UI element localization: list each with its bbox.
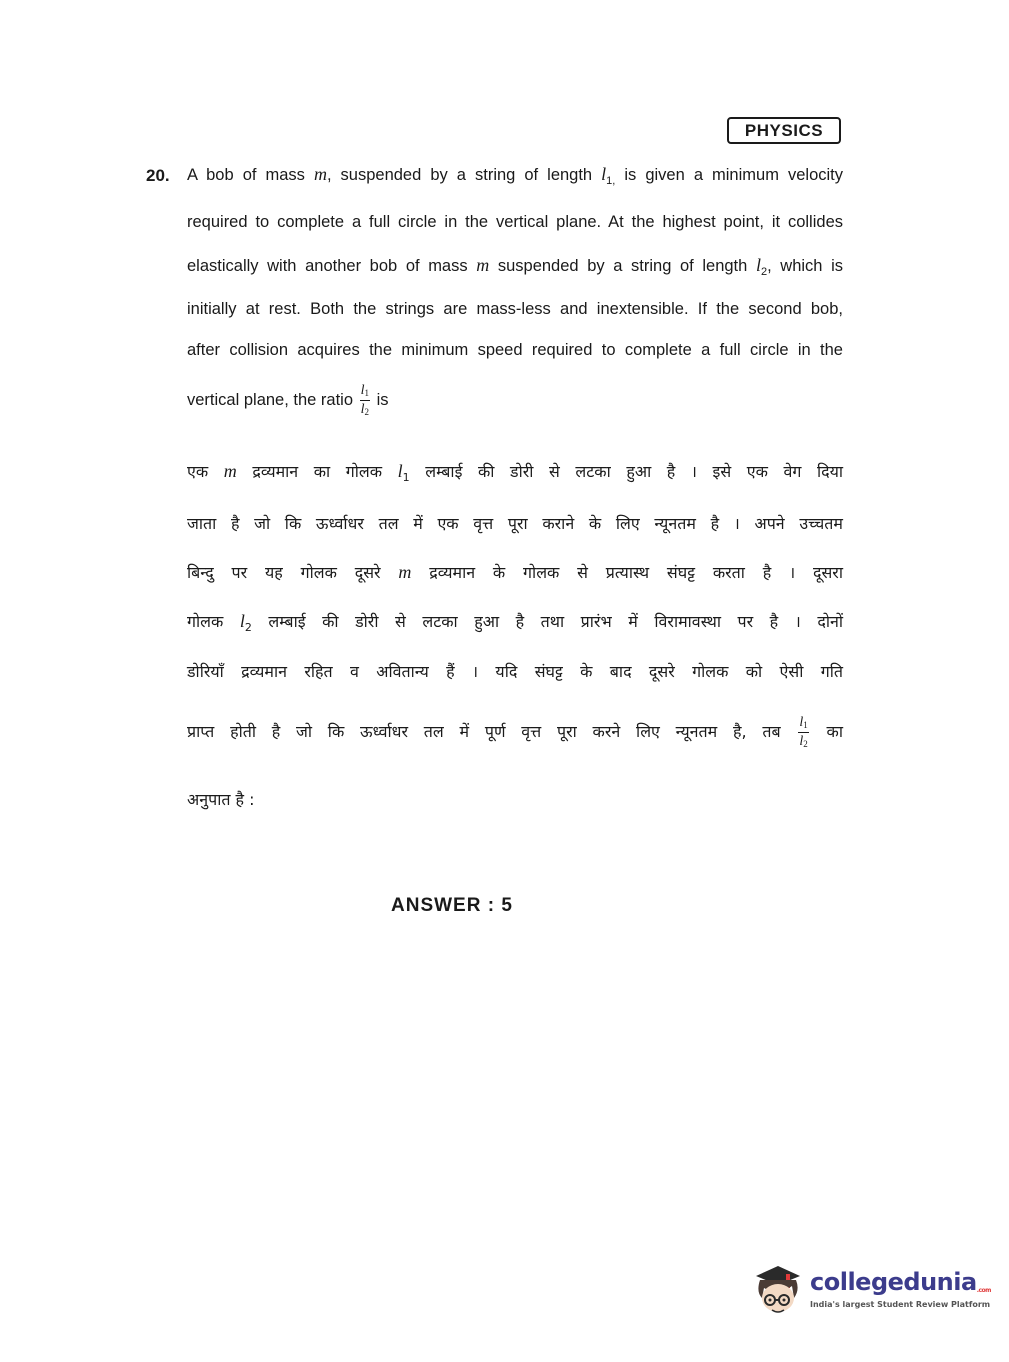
hindi-line-2: जाता है जो कि ऊर्ध्वाधर तल में एक वृत्त पूरा कराने के लिए न्यूनतम है । अपने उच्चतम bbox=[187, 514, 843, 533]
question-number: 20. bbox=[146, 166, 170, 185]
hindi-line-3: बिन्दु पर यह गोलक दूसरे m द्रव्यमान के गोलक से प्रत्यास्थ संघट्ट करता है । दूसरा bbox=[187, 562, 843, 582]
subject-label: PHYSICS bbox=[727, 117, 841, 144]
question-line-6: vertical plane, the ratio $\frac{l_1}{l_2}$ is bbox=[187, 383, 389, 417]
logo-tagline: India's largest Student Review Platform bbox=[810, 1299, 991, 1309]
ratio-fraction-hindi: $\frac{l_1}{l_2}$ bbox=[799, 715, 808, 749]
ratio-fraction: $\frac{l_1}{l_2}$ bbox=[360, 383, 369, 417]
question-line-2: required to complete a full circle in the vertical plane. At the highest point, it collides bbox=[187, 213, 843, 231]
mascot-icon bbox=[750, 1258, 806, 1320]
question-line-1: A bob of mass m, suspended by a string of length $l_{1,}$ is given a minimum velocity bbox=[187, 164, 843, 187]
answer-text: ANSWER : 5 bbox=[391, 895, 513, 916]
hindi-line-5: डोरियाँ द्रव्यमान रहित व अवितान्य हैं । यदि संघट्ट के बाद दूसरे गोलक को ऐसी गति bbox=[187, 662, 843, 681]
hindi-line-4: गोलक $l_2$ लम्बाई की डोरी से लटका हुआ है तथा प्रारंभ में विरामावस्था पर है । दोनों bbox=[187, 611, 843, 634]
question-line-5: after collision acquires the minimum speed required to complete a full circle in the bbox=[187, 341, 843, 359]
collegedunia-logo bbox=[750, 1258, 991, 1320]
question-line-4: initially at rest. Both the strings are mass-less and inextensible. If the second bob, bbox=[187, 300, 843, 318]
logo-wordmark: collegedunia.com bbox=[810, 1267, 991, 1296]
hindi-line-1: एक m द्रव्यमान का गोलक $l_1$ लम्बाई की डोरी से लटका हुआ है । इसे एक वेग दिया bbox=[187, 461, 844, 484]
hindi-line-7: अनुपात है : bbox=[187, 790, 255, 809]
hindi-line-6: प्राप्त होती है जो कि ऊर्ध्वाधर तल में पूर्ण वृत्त पूरा करने लिए न्यूनतम है, तब $\frac{l_1}{l_2}$ का bbox=[187, 715, 843, 749]
question-line-3: elastically with another bob of mass m suspended by a string of length $l_2$, which is bbox=[187, 255, 843, 278]
